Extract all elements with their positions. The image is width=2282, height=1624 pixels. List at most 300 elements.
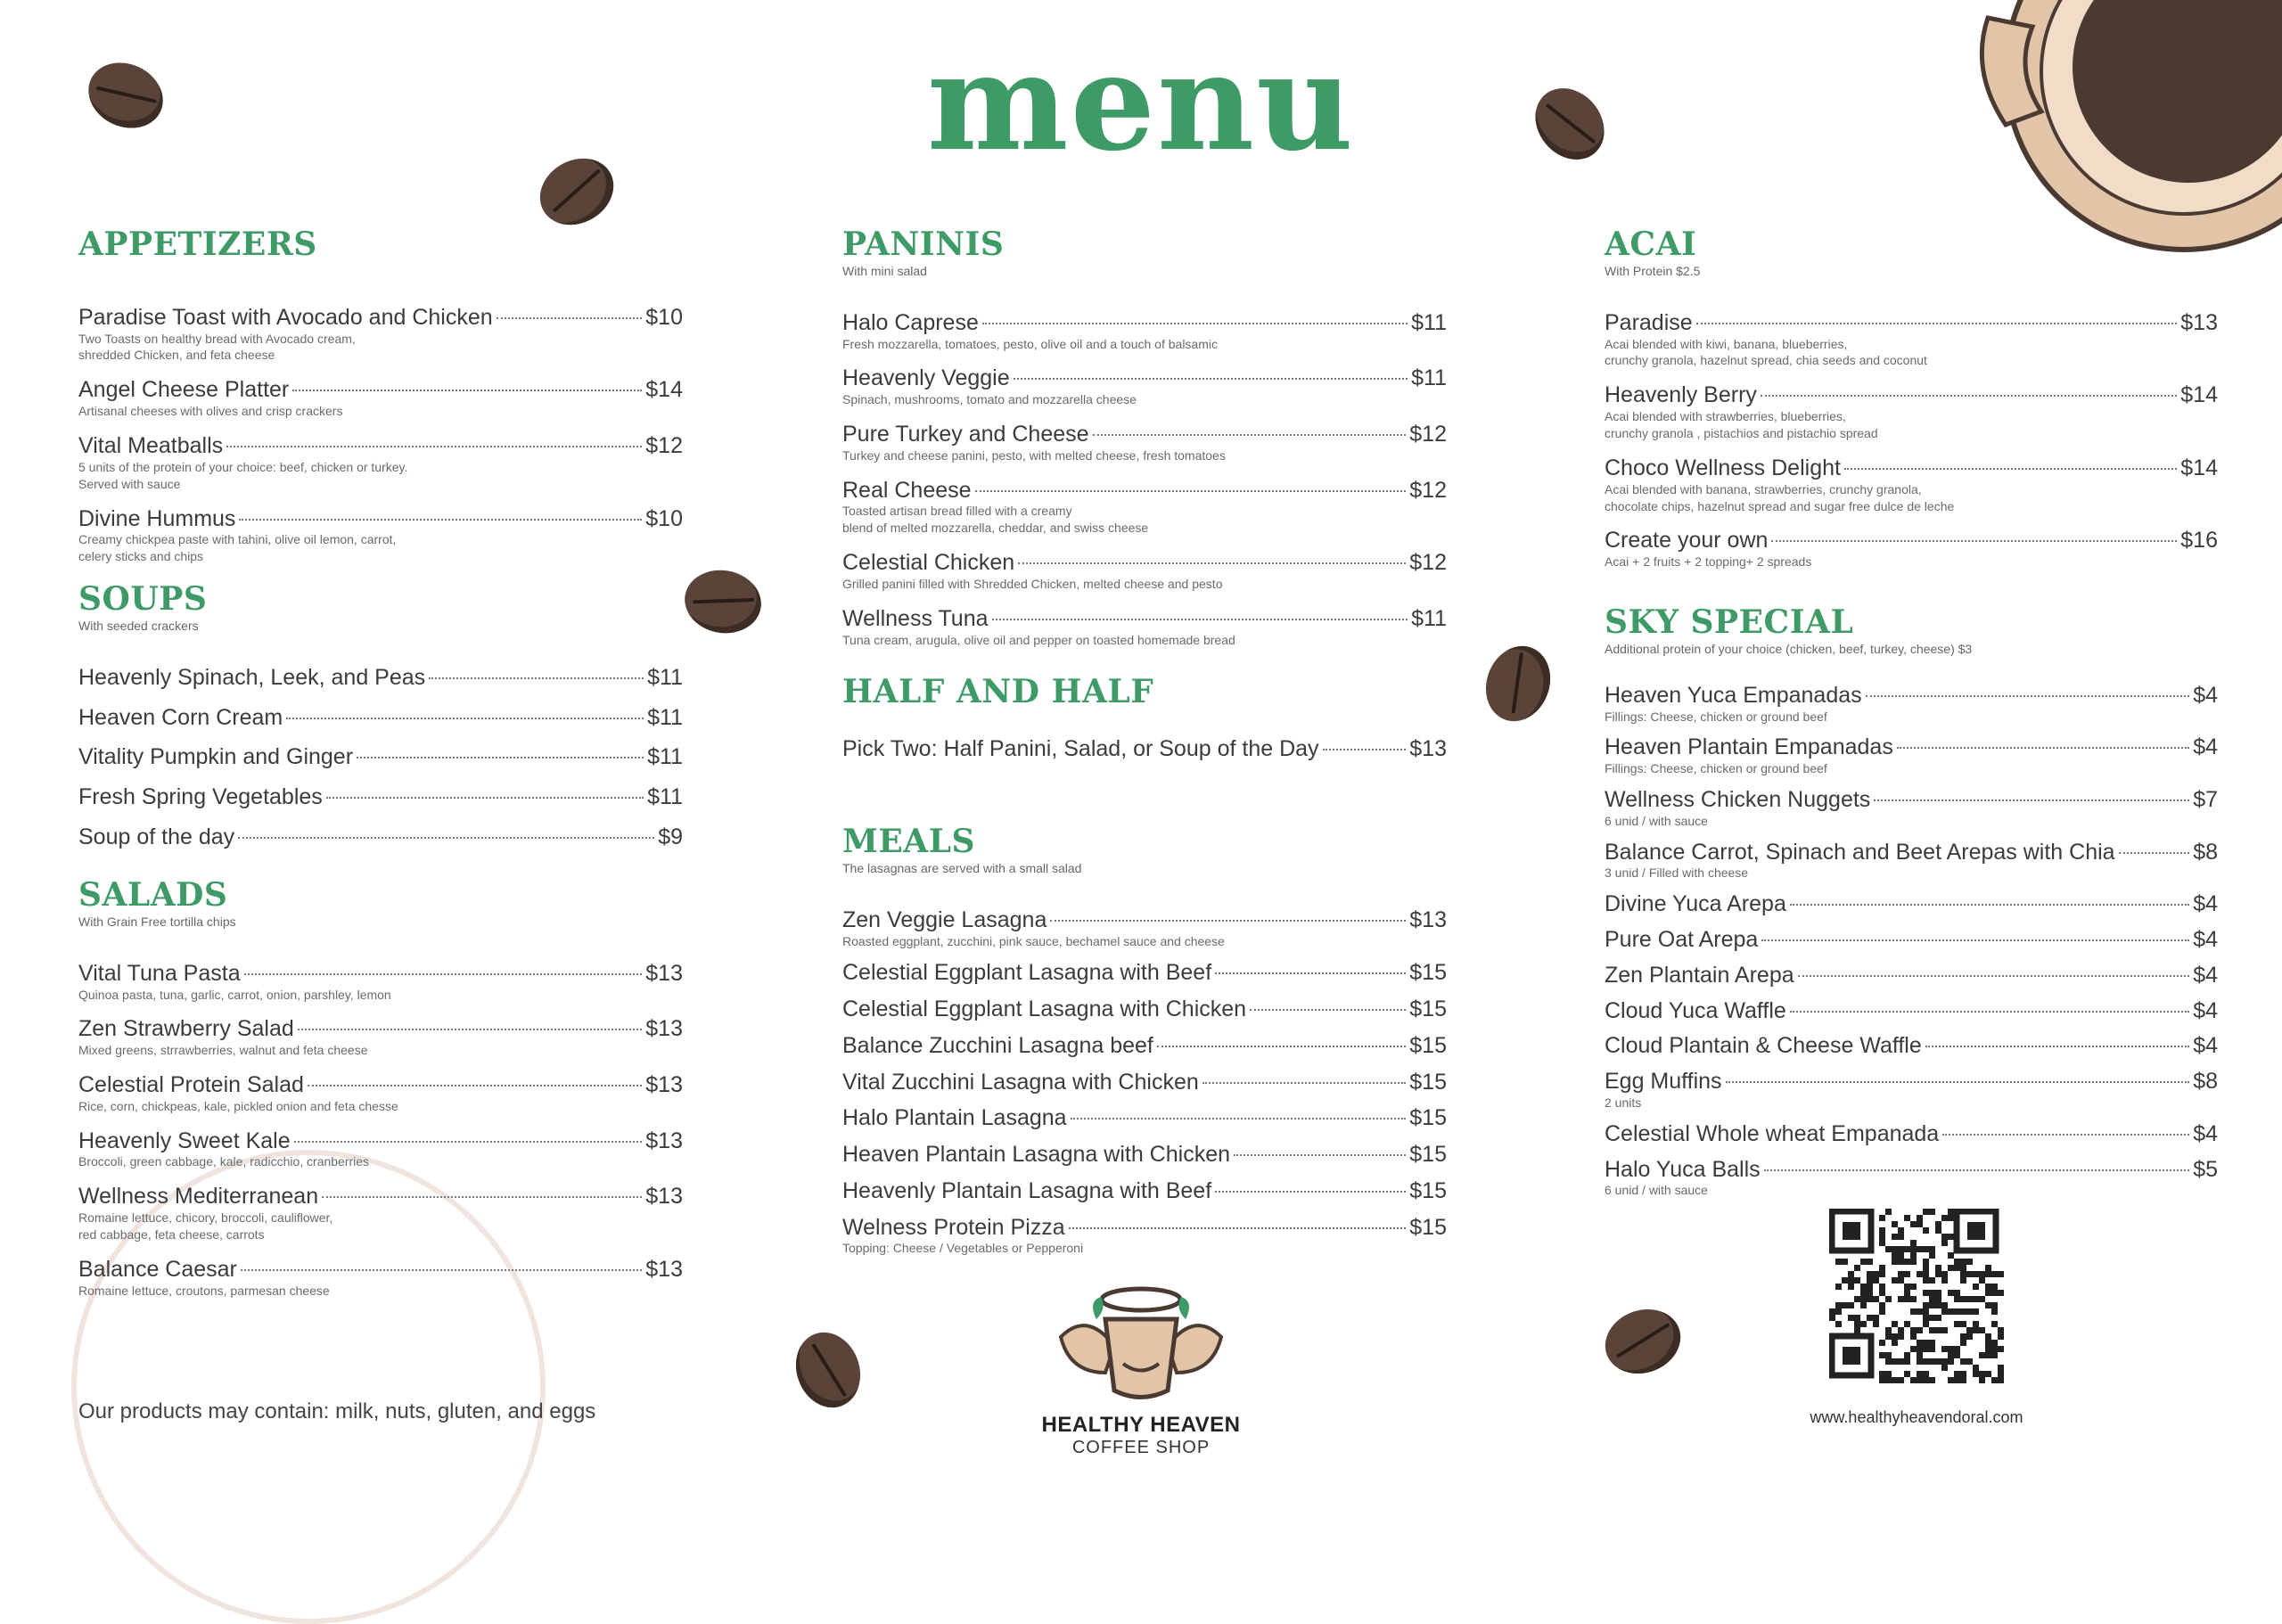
menu-item-line xyxy=(842,478,1447,504)
item-name: Celestial Eggplant Lasagna with Beef xyxy=(842,960,1212,986)
menu-item xyxy=(842,907,1447,950)
item-name: Vital Tuna Pasta xyxy=(78,960,241,986)
item-name: Fresh Spring Vegetables xyxy=(78,784,323,810)
item-price: $13 xyxy=(645,960,683,986)
description-line: Served with sauce xyxy=(78,476,181,491)
dot-leader xyxy=(1323,749,1407,750)
item-price: $13 xyxy=(1409,906,1447,932)
coffee-bean-icon xyxy=(680,564,767,639)
section-appetizers xyxy=(78,228,683,578)
dot-leader xyxy=(1093,434,1407,436)
dot-leader xyxy=(2119,852,2190,854)
item-name: Heaven Plantain Lasagna with Chicken xyxy=(842,1142,1230,1168)
menu-item xyxy=(78,961,683,1004)
menu-item xyxy=(842,310,1447,353)
item-name: Paradise xyxy=(1605,309,1693,335)
menu-item xyxy=(78,1257,683,1300)
item-price: $15 xyxy=(1409,960,1447,986)
dot-leader xyxy=(1215,1191,1406,1193)
menu-item xyxy=(1605,927,2218,953)
item-price: $10 xyxy=(645,505,683,531)
menu-item xyxy=(78,433,683,493)
menu-item xyxy=(1605,683,2218,726)
dot-leader xyxy=(1157,1046,1406,1047)
description-line: 6 unid / with sauce xyxy=(1605,1183,1708,1198)
menu-item-line xyxy=(842,606,1447,632)
item-price: $8 xyxy=(2193,1069,2218,1095)
dot-leader xyxy=(992,619,1408,620)
section-title: APPETIZERS xyxy=(78,226,317,263)
description-line: blend of melted mozzarella, cheddar, and swiss cheese xyxy=(842,521,1149,536)
item-description xyxy=(842,632,1447,649)
menu-item-line xyxy=(842,1215,1447,1241)
item-description xyxy=(78,1283,683,1300)
menu-item xyxy=(78,665,683,691)
item-price: $13 xyxy=(2180,309,2218,335)
menu-item-line xyxy=(1605,1157,2218,1183)
menu-item-line xyxy=(1605,840,2218,865)
menu-item-line xyxy=(78,961,683,987)
logo-name: HEALTHY HEAVEN xyxy=(1041,1413,1241,1437)
description-line: Quinoa pasta, tuna, garlic, carrot, onion, parshley, lemon xyxy=(78,987,391,1002)
menu-item xyxy=(1605,455,2218,515)
item-price: $4 xyxy=(2193,962,2218,988)
description-line: Grilled panini filled with Shredded Chicken, melted cheese and pesto xyxy=(842,577,1223,591)
description-line: red cabbage, feta cheese, carrots xyxy=(78,1227,265,1242)
description-line: Fillings: Cheese, chicken or ground beef xyxy=(1605,761,1827,776)
menu-item xyxy=(1605,1069,2218,1111)
menu-item xyxy=(78,377,683,420)
item-name: Pure Oat Arepa xyxy=(1605,927,1759,953)
item-name: Halo Caprese xyxy=(842,309,979,335)
dot-leader xyxy=(286,718,644,719)
item-name: Cloud Yuca Waffle xyxy=(1605,997,1786,1023)
item-price: $4 xyxy=(2193,1120,2218,1146)
item-name: Heaven Corn Cream xyxy=(78,704,283,730)
item-price: $8 xyxy=(2193,839,2218,865)
item-price: $13 xyxy=(645,1128,683,1153)
item-price: $4 xyxy=(2193,1033,2218,1059)
section-meals xyxy=(842,825,1447,1267)
item-name: Cloud Plantain & Cheese Waffle xyxy=(1605,1033,1922,1059)
description-line: crunchy granola , pistachios and pistachio spread xyxy=(1605,425,1878,440)
dot-leader xyxy=(294,1141,643,1143)
item-name: Celestial Protein Salad xyxy=(78,1072,304,1098)
item-description xyxy=(842,503,1447,537)
dot-leader xyxy=(241,1269,642,1271)
item-description xyxy=(78,987,683,1004)
qr-code-icon[interactable] xyxy=(1829,1209,2004,1383)
item-name: Heavenly Plantain Lasagna with Beef xyxy=(842,1177,1212,1203)
menu-item-line xyxy=(1605,1033,2218,1059)
item-price: $4 xyxy=(2193,734,2218,760)
description-line: shredded Chicken, and feta cheese xyxy=(78,348,275,363)
description-line: 3 unid / Filled with cheese xyxy=(1605,865,1749,881)
description-line: Two Toasts on healthy bread with Avocado cream, xyxy=(78,331,356,346)
menu-item-line xyxy=(842,550,1447,576)
menu-item xyxy=(78,1128,683,1171)
menu-item-line xyxy=(842,310,1447,336)
item-price: $15 xyxy=(1409,1032,1447,1058)
dot-leader xyxy=(429,677,644,679)
item-price: $4 xyxy=(2193,927,2218,953)
description-line: Tuna cream, arugula, olive oil and pepper on toasted homemade bread xyxy=(842,632,1235,647)
item-name: Heavenly Berry xyxy=(1605,382,1757,408)
description-line: Romaine lettuce, chicory, broccoli, cauliflower, xyxy=(78,1210,333,1226)
item-description xyxy=(78,1210,683,1243)
menu-item-line xyxy=(842,1033,1447,1059)
description-line: crunchy granola, hazelnut spread, chia seeds and coconut xyxy=(1605,353,1927,368)
menu-item-line xyxy=(842,1070,1447,1095)
menu-item xyxy=(78,1016,683,1059)
menu-item xyxy=(1605,963,2218,988)
item-price: $11 xyxy=(1411,365,1447,391)
menu-item xyxy=(842,422,1447,464)
menu-item-line xyxy=(842,1178,1447,1204)
menu-item xyxy=(78,784,683,810)
item-name: Egg Muffins xyxy=(1605,1069,1722,1095)
item-name: Divine Yuca Arepa xyxy=(1605,891,1786,917)
dot-leader xyxy=(298,1029,643,1030)
dot-leader xyxy=(1071,1118,1407,1120)
item-description xyxy=(78,1153,683,1170)
item-name: Paradise Toast with Avocado and Chicken xyxy=(78,304,493,330)
section-note: Additional protein of your choice (chicken, beef, turkey, cheese) $3 xyxy=(1605,641,1973,656)
menu-item xyxy=(842,1178,1447,1204)
menu-item xyxy=(1605,891,2218,917)
menu-item xyxy=(78,506,683,566)
item-name: Vital Zucchini Lasagna with Chicken xyxy=(842,1069,1199,1095)
menu-item-line xyxy=(842,1142,1447,1168)
menu-item-line xyxy=(1605,683,2218,709)
item-name: Wellness Tuna xyxy=(842,605,989,631)
item-description xyxy=(78,459,683,493)
item-description xyxy=(842,447,1447,464)
menu-item-line xyxy=(78,824,683,850)
item-name: Divine Hummus xyxy=(78,505,236,531)
section-title: HALF AND HALF xyxy=(842,673,1154,710)
dot-leader xyxy=(308,1085,642,1087)
item-name: Real Cheese xyxy=(842,477,972,503)
section-paninis xyxy=(842,228,1447,662)
menu-item-line xyxy=(78,705,683,731)
menu-title: menu xyxy=(926,24,1356,181)
menu-item xyxy=(842,1215,1447,1258)
item-name: Create your own xyxy=(1605,528,1769,554)
dot-leader xyxy=(1844,468,2177,470)
dot-leader xyxy=(226,446,642,447)
item-price: $4 xyxy=(2193,891,2218,917)
item-name: Angel Cheese Platter xyxy=(78,377,290,403)
section-soups xyxy=(78,580,683,865)
item-name: Vital Meatballs xyxy=(78,432,224,458)
section-half-and-half xyxy=(842,673,1447,775)
item-name: Pure Turkey and Cheese xyxy=(842,422,1089,447)
item-price: $15 xyxy=(1409,1142,1447,1168)
item-price: $12 xyxy=(645,432,683,458)
coffee-bean-icon xyxy=(1475,637,1560,731)
menu-item-line xyxy=(842,1105,1447,1131)
menu-item xyxy=(842,606,1447,649)
dot-leader xyxy=(1790,1011,2189,1013)
item-price: $9 xyxy=(658,824,683,849)
dot-leader xyxy=(1866,695,2190,697)
item-name: Celestial Chicken xyxy=(842,550,1015,576)
section-note: With Grain Free tortilla chips xyxy=(78,914,236,929)
dot-leader xyxy=(238,837,654,839)
item-description xyxy=(78,331,683,365)
item-name: Heavenly Sweet Kale xyxy=(78,1128,291,1153)
menu-item-line xyxy=(1605,891,2218,917)
dot-leader xyxy=(244,973,643,975)
menu-item-line xyxy=(1605,734,2218,760)
description-line: Fillings: Cheese, chicken or ground beef xyxy=(1605,709,1827,724)
section-sky-special xyxy=(1605,603,2218,1209)
item-description xyxy=(842,391,1447,408)
menu-item xyxy=(78,705,683,731)
item-name: Celestial Whole wheat Empanada xyxy=(1605,1120,1940,1146)
menu-item xyxy=(1605,382,2218,442)
menu-item-line xyxy=(78,784,683,810)
menu-item xyxy=(78,1184,683,1243)
description-line: 6 unid / with sauce xyxy=(1605,813,1708,828)
item-description xyxy=(1605,865,2218,882)
section-title: SOUPS xyxy=(78,580,208,618)
menu-item xyxy=(1605,1157,2218,1200)
menu-item-line xyxy=(78,744,683,770)
item-name: Zen Strawberry Salad xyxy=(78,1016,294,1042)
menu-item xyxy=(78,744,683,770)
item-price: $15 xyxy=(1409,1105,1447,1131)
dot-leader xyxy=(1771,540,2177,542)
logo xyxy=(1025,1284,1257,1458)
item-name: Wellness Mediterranean xyxy=(78,1184,319,1210)
item-description xyxy=(842,933,1447,950)
section-note: With seeded crackers xyxy=(78,618,199,633)
menu-item-line xyxy=(842,960,1447,986)
item-price: $11 xyxy=(647,784,683,810)
item-price: $16 xyxy=(2180,528,2218,554)
item-description xyxy=(1605,481,2218,515)
menu-item-line xyxy=(842,907,1447,933)
item-name: Choco Wellness Delight xyxy=(1605,455,1841,480)
dot-leader xyxy=(1761,939,2189,941)
description-line: Fresh mozzarella, tomatoes, pesto, olive oil and a touch of balsamic xyxy=(842,336,1218,351)
item-price: $14 xyxy=(645,377,683,403)
menu-item-line xyxy=(1605,382,2218,408)
menu-item xyxy=(842,550,1447,593)
menu-item-line xyxy=(842,997,1447,1022)
item-name: Heavenly Veggie xyxy=(842,365,1010,391)
item-name: Wellness Chicken Nuggets xyxy=(1605,787,1871,813)
item-price: $15 xyxy=(1409,1069,1447,1095)
section-acai xyxy=(1605,228,2218,584)
menu-item-line xyxy=(78,305,683,331)
menu-item-line xyxy=(1605,787,2218,813)
section-title: SKY SPECIAL xyxy=(1605,603,1854,641)
item-price: $12 xyxy=(1409,477,1447,503)
description-line: Roasted eggplant, zucchini, pink sauce, bechamel sauce and cheese xyxy=(842,933,1225,948)
section-title: ACAI xyxy=(1605,226,1697,263)
menu-item xyxy=(1605,734,2218,777)
menu-item xyxy=(842,1033,1447,1059)
menu-item-line xyxy=(842,736,1447,762)
description-line: celery sticks and chips xyxy=(78,549,204,564)
menu-item xyxy=(1605,1121,2218,1147)
item-price: $11 xyxy=(1411,605,1447,631)
section-title: SALADS xyxy=(78,876,228,914)
section-note: With mini salad xyxy=(842,263,927,278)
item-description xyxy=(1605,709,2218,726)
menu-item-line xyxy=(78,1016,683,1042)
dot-leader xyxy=(1761,395,2177,397)
menu-item xyxy=(78,305,683,365)
item-price: $13 xyxy=(645,1184,683,1210)
menu-item-line xyxy=(842,365,1447,391)
dot-leader xyxy=(497,317,643,319)
description-line: Acai blended with banana, strawberries, crunchy granola, xyxy=(1605,481,1922,496)
item-price: $15 xyxy=(1409,1214,1447,1240)
menu-item-line xyxy=(1605,963,2218,988)
item-name: Heaven Yuca Empanadas xyxy=(1605,682,1862,708)
menu-item-line xyxy=(78,506,683,532)
dot-leader xyxy=(357,757,644,759)
item-description xyxy=(842,576,1447,593)
description-line: 2 units xyxy=(1605,1095,1642,1110)
menu-item xyxy=(1605,787,2218,830)
menu-item-line xyxy=(78,433,683,459)
item-description xyxy=(1605,336,2218,370)
coffee-bean-icon xyxy=(785,1324,870,1417)
description-line: Romaine lettuce, croutons, parmesan cheese xyxy=(78,1283,330,1298)
item-price: $11 xyxy=(1411,309,1447,335)
description-line: Artisanal cheeses with olives and crisp crackers xyxy=(78,404,343,419)
menu-item xyxy=(842,997,1447,1022)
allergy-note: Our products may contain: milk, nuts, gluten, and eggs xyxy=(78,1399,596,1423)
item-name: Balance Carrot, Spinach and Beet Arepas with Chia xyxy=(1605,839,2115,865)
menu-item-line xyxy=(78,1184,683,1210)
item-price: $13 xyxy=(1409,735,1447,761)
menu-item-line xyxy=(78,377,683,403)
description-line: Acai blended with kiwi, banana, blueberries, xyxy=(1605,336,1848,351)
menu-item-line xyxy=(1605,310,2218,336)
dot-leader xyxy=(1726,1081,2190,1083)
dot-leader xyxy=(1069,1227,1407,1229)
item-name: Zen Plantain Arepa xyxy=(1605,962,1794,988)
menu-item xyxy=(842,478,1447,537)
item-price: $13 xyxy=(645,1016,683,1042)
description-line: Broccoli, green cabbage, kale, radicchio, cranberries xyxy=(78,1154,370,1169)
item-name: Soup of the day xyxy=(78,824,235,849)
dot-leader xyxy=(1050,920,1406,922)
item-name: Welness Protein Pizza xyxy=(842,1214,1065,1240)
item-price: $14 xyxy=(2180,455,2218,480)
menu-item-line xyxy=(1605,528,2218,554)
dot-leader xyxy=(1942,1134,2189,1136)
menu-item xyxy=(78,824,683,850)
dot-leader xyxy=(982,323,1408,324)
dot-leader xyxy=(975,490,1407,492)
dot-leader xyxy=(326,797,644,799)
item-name: Balance Zucchini Lasagna beef xyxy=(842,1032,1153,1058)
dot-leader xyxy=(1250,1009,1406,1011)
item-price: $7 xyxy=(2193,787,2218,813)
menu-item xyxy=(842,960,1447,986)
menu-item xyxy=(842,365,1447,408)
dot-leader xyxy=(1764,1169,2190,1171)
website-link[interactable]: www.healthyheavendoral.com xyxy=(1810,1408,2023,1426)
description-line: chocolate chips, hazelnut spread and sugar free dulce de leche xyxy=(1605,498,1955,513)
menu-item-line xyxy=(78,1128,683,1154)
section-title: MEALS xyxy=(842,823,976,860)
dot-leader xyxy=(292,390,642,391)
dot-leader xyxy=(1798,975,2190,977)
item-name: Halo Plantain Lasagna xyxy=(842,1105,1067,1131)
dot-leader xyxy=(1018,562,1406,564)
description-line: 5 units of the protein of your choice: beef, chicken or turkey. xyxy=(78,459,408,474)
menu-item xyxy=(842,1142,1447,1168)
item-price: $13 xyxy=(645,1072,683,1098)
menu-item xyxy=(78,1072,683,1115)
item-description xyxy=(1605,813,2218,830)
menu-item-line xyxy=(1605,998,2218,1024)
item-price: $15 xyxy=(1409,997,1447,1022)
menu-item-line xyxy=(78,665,683,691)
dot-leader xyxy=(1234,1154,1406,1156)
item-price: $12 xyxy=(1409,550,1447,576)
item-description xyxy=(78,403,683,420)
item-description xyxy=(78,1042,683,1059)
item-description xyxy=(78,531,683,565)
item-name: Pick Two: Half Panini, Salad, or Soup of the Day xyxy=(842,735,1319,761)
menu-item xyxy=(1605,1033,2218,1059)
item-price: $10 xyxy=(645,304,683,330)
item-price: $11 xyxy=(647,664,683,690)
description-line: Rice, corn, chickpeas, kale, pickled onion and feta chesse xyxy=(78,1098,398,1113)
item-description xyxy=(1605,408,2218,442)
item-name: Heaven Plantain Empanadas xyxy=(1605,734,1893,760)
menu-item-line xyxy=(1605,1121,2218,1147)
item-name: Celestial Eggplant Lasagna with Chicken xyxy=(842,997,1247,1022)
item-name: Balance Caesar xyxy=(78,1256,237,1282)
dot-leader xyxy=(1897,747,2189,749)
section-note: The lasagnas are served with a small salad xyxy=(842,860,1082,875)
angel-cup-logo-icon xyxy=(1034,1284,1248,1408)
menu-item xyxy=(842,1105,1447,1131)
dot-leader xyxy=(1014,378,1408,380)
description-line: Creamy chickpea paste with tahini, olive oil lemon, carrot, xyxy=(78,532,397,547)
description-line: Turkey and cheese panini, pesto, with melted cheese, fresh tomatoes xyxy=(842,447,1226,463)
logo-subtitle: COFFEE SHOP xyxy=(1071,1438,1211,1457)
section-salads xyxy=(78,876,683,1313)
item-name: Zen Veggie Lasagna xyxy=(842,906,1047,932)
menu-item-line xyxy=(78,1072,683,1098)
dot-leader xyxy=(1874,800,2189,801)
item-price: $11 xyxy=(647,744,683,770)
item-price: $12 xyxy=(1409,422,1447,447)
dot-leader xyxy=(1696,323,2178,324)
menu-item xyxy=(1605,840,2218,882)
menu-item xyxy=(1605,528,2218,570)
item-price: $5 xyxy=(2193,1156,2218,1182)
dot-leader xyxy=(322,1196,642,1198)
item-price: $15 xyxy=(1409,1177,1447,1203)
item-description xyxy=(1605,760,2218,777)
item-price: $4 xyxy=(2193,682,2218,708)
item-description xyxy=(1605,554,2218,570)
dot-leader xyxy=(239,519,642,521)
dot-leader xyxy=(1215,972,1406,974)
